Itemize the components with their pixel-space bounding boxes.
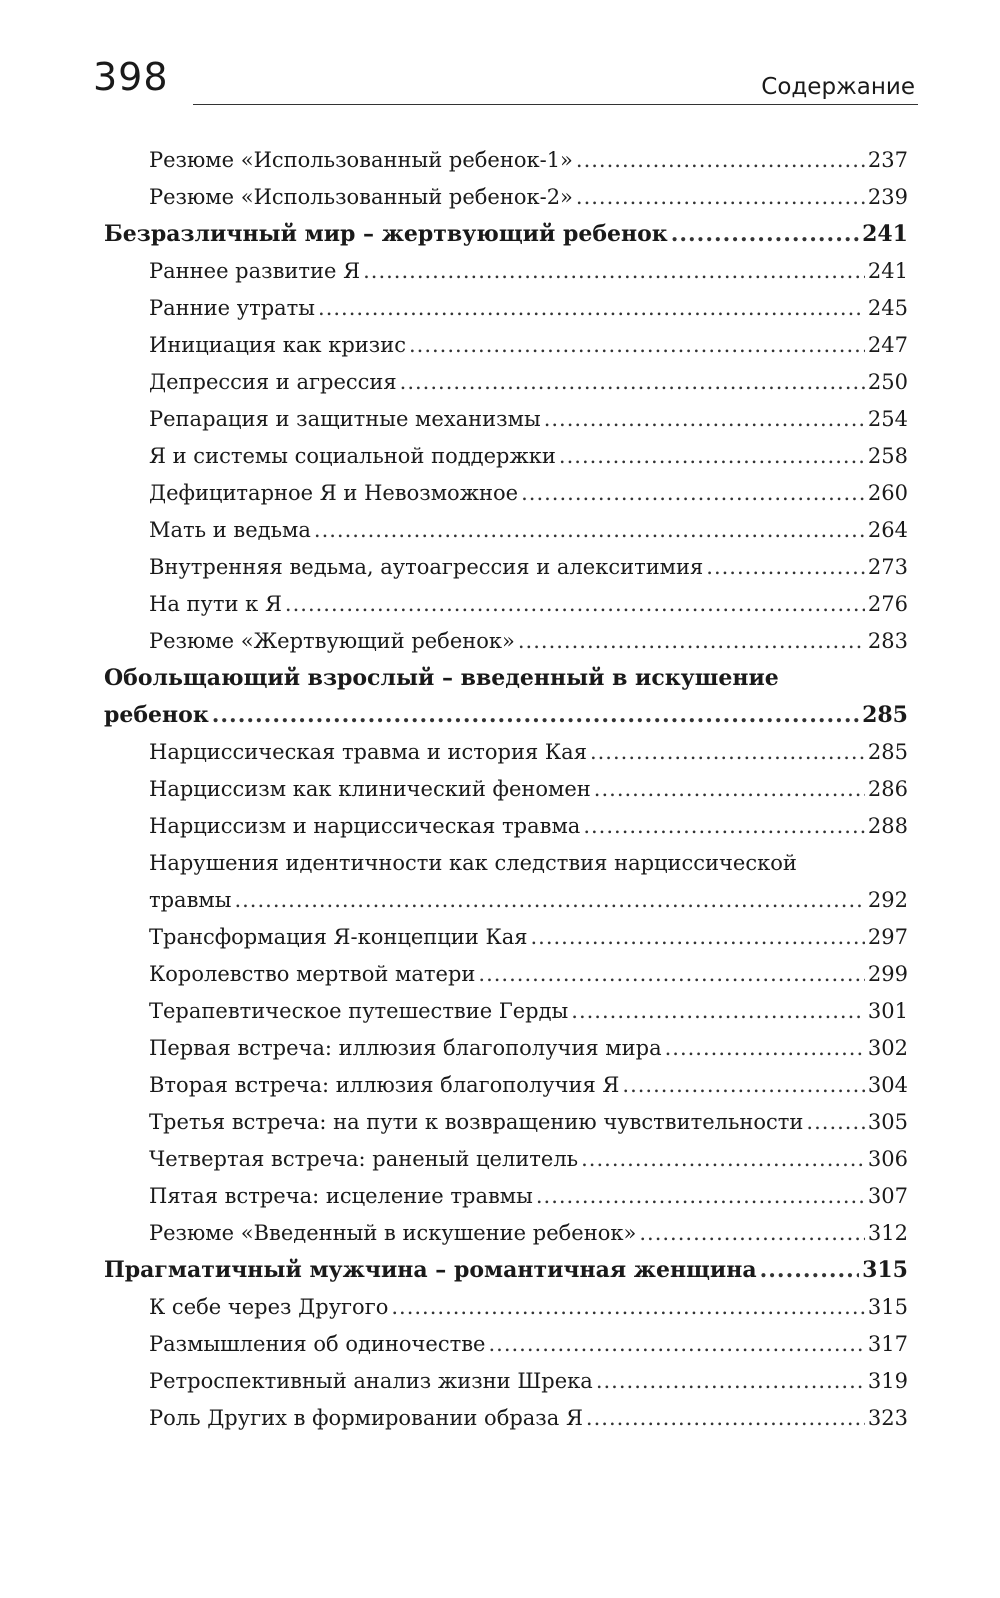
toc-entry-page: 323 — [867, 1406, 908, 1430]
toc-section-entry[interactable] — [104, 734, 908, 771]
page-number: 398 — [93, 55, 169, 99]
toc-section-entry[interactable] — [104, 956, 908, 993]
dot-leader — [583, 808, 865, 845]
dot-leader — [559, 438, 865, 475]
toc-section-entry[interactable] — [104, 1030, 908, 1067]
toc-entry-title: Ретроспективный анализ жизни Шрека — [149, 1369, 593, 1393]
toc-section-entry[interactable] — [104, 549, 908, 586]
dot-leader — [596, 1363, 865, 1400]
toc-entry-title: Дефицитарное Я и Невозможное — [149, 481, 519, 505]
toc-section-entry[interactable] — [104, 1141, 908, 1178]
toc-entry-title: Резюме «Использованный ребенок-1» — [149, 148, 573, 172]
dot-leader — [806, 1104, 864, 1141]
toc-section-entry[interactable] — [104, 253, 908, 290]
toc-entry-page: 307 — [867, 1184, 908, 1208]
toc-section-entry[interactable] — [104, 364, 908, 401]
dot-leader — [318, 290, 865, 327]
toc-entry-title: Вторая встреча: иллюзия благополучия Я — [149, 1073, 620, 1097]
dot-leader — [639, 1215, 865, 1252]
toc-section-entry[interactable] — [104, 1178, 908, 1215]
toc-entry-title: ребенок — [104, 702, 209, 728]
dot-leader — [590, 734, 865, 771]
dot-leader — [665, 1030, 865, 1067]
toc-entry-page: 299 — [867, 962, 908, 986]
toc-entry-title: Четвертая встреча: раненый целитель — [149, 1147, 579, 1171]
toc-entry-page: 297 — [867, 925, 908, 949]
toc-entry-page: 241 — [867, 259, 908, 283]
toc-entry-title: Резюме «Введенный в искушение ребенок» — [149, 1221, 637, 1245]
toc-entry-title: На пути к Я — [149, 592, 282, 616]
toc-entry-page: 285 — [867, 740, 908, 764]
toc-entry-title: Раннее развитие Я — [149, 259, 361, 283]
toc-section-entry[interactable] — [104, 993, 908, 1030]
dot-leader — [576, 142, 865, 179]
toc-section-entry[interactable] — [104, 475, 908, 512]
toc-entry-title: Резюме «Жертвующий ребенок» — [149, 629, 515, 653]
toc-section-entry[interactable] — [104, 808, 908, 845]
dot-leader — [671, 216, 859, 253]
toc-chapter-entry[interactable] — [104, 697, 908, 734]
toc-entry-title: травмы — [149, 888, 232, 912]
toc-entry-page: 312 — [867, 1221, 908, 1245]
toc-section-entry[interactable] — [104, 327, 908, 364]
table-of-contents — [104, 142, 908, 1437]
dot-leader — [586, 1400, 865, 1437]
toc-entry-page: 250 — [867, 370, 908, 394]
dot-leader — [706, 549, 865, 586]
toc-section-entry[interactable] — [104, 1215, 908, 1252]
toc-entry-page: 317 — [867, 1332, 908, 1356]
toc-entry-title: Безразличный мир – жертвующий ребенок — [104, 221, 668, 247]
toc-entry-title: Терапевтическое путешествие Герды — [149, 999, 569, 1023]
toc-entry-title: Роль Других в формировании образа Я — [149, 1406, 583, 1430]
toc-entry-page: 260 — [867, 481, 908, 505]
toc-entry-title: Резюме «Использованный ребенок-2» — [149, 185, 573, 209]
toc-section-entry[interactable] — [104, 290, 908, 327]
toc-entry-page: 283 — [867, 629, 908, 653]
toc-entry-title: Размышления об одиночестве — [149, 1332, 486, 1356]
toc-entry-page: 247 — [867, 333, 908, 357]
dot-leader — [488, 1326, 864, 1363]
toc-entry-title: Прагматичный мужчина – романтичная женщина — [104, 1257, 757, 1283]
toc-entry-title: Третья встреча: на пути к возвращению чувствительности — [149, 1110, 804, 1134]
toc-entry-title: Ранние утраты — [149, 296, 316, 320]
toc-section-entry[interactable] — [104, 1363, 908, 1400]
toc-entry-page: 315 — [867, 1295, 908, 1319]
toc-section-entry[interactable] — [104, 623, 908, 660]
toc-entry-title: Депрессия и агрессия — [149, 370, 397, 394]
dot-leader — [544, 401, 865, 438]
dot-leader — [576, 179, 865, 216]
dot-leader — [478, 956, 865, 993]
toc-entry-page: 237 — [867, 148, 908, 172]
dot-leader — [536, 1178, 865, 1215]
toc-entry-page: 254 — [867, 407, 908, 431]
toc-section-entry[interactable] — [104, 142, 908, 179]
dot-leader — [530, 919, 864, 956]
toc-section-entry[interactable] — [104, 512, 908, 549]
toc-entry-title: Нарциссическая травма и история Кая — [149, 740, 587, 764]
header-rule — [193, 104, 918, 105]
toc-entry-page: 286 — [867, 777, 908, 801]
dot-leader — [285, 586, 865, 623]
toc-entry-title: Внутренняя ведьма, аутоагрессия и алекситимия — [149, 555, 704, 579]
dot-leader — [518, 623, 865, 660]
toc-entry-page: 288 — [867, 814, 908, 838]
toc-entry-page: 315 — [862, 1257, 908, 1283]
toc-entry-first-line: Нарушения идентичности как следствия нарциссической — [149, 851, 797, 875]
toc-section-entry[interactable] — [104, 882, 908, 919]
toc-entry-page: 273 — [867, 555, 908, 579]
toc-entry-page: 258 — [867, 444, 908, 468]
toc-section-entry[interactable] — [104, 1289, 908, 1326]
toc-entry-page: 239 — [867, 185, 908, 209]
toc-entry-first-line: Обольщающий взрослый – введенный в искушение — [104, 665, 779, 691]
toc-section-entry[interactable] — [104, 1067, 908, 1104]
toc-entry-title: Нарциссизм и нарциссическая травма — [149, 814, 581, 838]
dot-leader — [521, 475, 865, 512]
toc-entry-page: 302 — [867, 1036, 908, 1060]
dot-leader — [409, 327, 865, 364]
toc-section-entry[interactable] — [104, 919, 908, 956]
toc-entry-title: Инициация как кризис — [149, 333, 406, 357]
dot-leader — [581, 1141, 865, 1178]
toc-entry-page: 301 — [867, 999, 908, 1023]
dot-leader — [594, 771, 865, 808]
toc-entry-page: 305 — [867, 1110, 908, 1134]
toc-entry-title: Трансформация Я-концепции Кая — [149, 925, 528, 949]
dot-leader — [400, 364, 865, 401]
toc-entry-title: Нарциссизм как клинический феномен — [149, 777, 591, 801]
toc-section-entry[interactable] — [104, 179, 908, 216]
toc-chapter-entry[interactable] — [104, 216, 908, 253]
toc-section-entry[interactable] — [104, 1326, 908, 1363]
toc-entry-page: 241 — [862, 221, 908, 247]
dot-leader — [760, 1252, 859, 1289]
dot-leader — [212, 697, 859, 734]
toc-section-entry[interactable] — [104, 1400, 908, 1437]
dot-leader — [391, 1289, 865, 1326]
toc-entry-page: 292 — [867, 888, 908, 912]
toc-entry-page: 245 — [867, 296, 908, 320]
toc-entry-title: Репарация и защитные механизмы — [149, 407, 541, 431]
toc-section-entry[interactable] — [104, 1104, 908, 1141]
dot-leader — [234, 882, 864, 919]
dot-leader — [571, 993, 865, 1030]
toc-entry-title: Первая встреча: иллюзия благополучия мира — [149, 1036, 662, 1060]
toc-entry-title: Мать и ведьма — [149, 518, 311, 542]
toc-section-entry[interactable] — [104, 438, 908, 475]
toc-section-entry[interactable] — [104, 771, 908, 808]
toc-entry-title: Я и системы социальной поддержки — [149, 444, 556, 468]
toc-section-entry[interactable] — [104, 586, 908, 623]
toc-section-entry[interactable] — [104, 401, 908, 438]
toc-entry-page: 304 — [867, 1073, 908, 1097]
toc-entry-title: Пятая встреча: исцеление травмы — [149, 1184, 533, 1208]
toc-entry-title: Королевство мертвой матери — [149, 962, 476, 986]
dot-leader — [622, 1067, 865, 1104]
toc-entry-page: 306 — [867, 1147, 908, 1171]
dot-leader — [314, 512, 865, 549]
toc-chapter-entry[interactable] — [104, 1252, 908, 1289]
toc-entry-page: 276 — [867, 592, 908, 616]
toc-entry-page: 319 — [867, 1369, 908, 1393]
toc-entry-title: К себе через Другого — [149, 1295, 389, 1319]
dot-leader — [363, 253, 865, 290]
toc-entry-page: 264 — [867, 518, 908, 542]
toc-entry-page: 285 — [862, 702, 908, 728]
running-title: Содержание — [761, 74, 915, 100]
